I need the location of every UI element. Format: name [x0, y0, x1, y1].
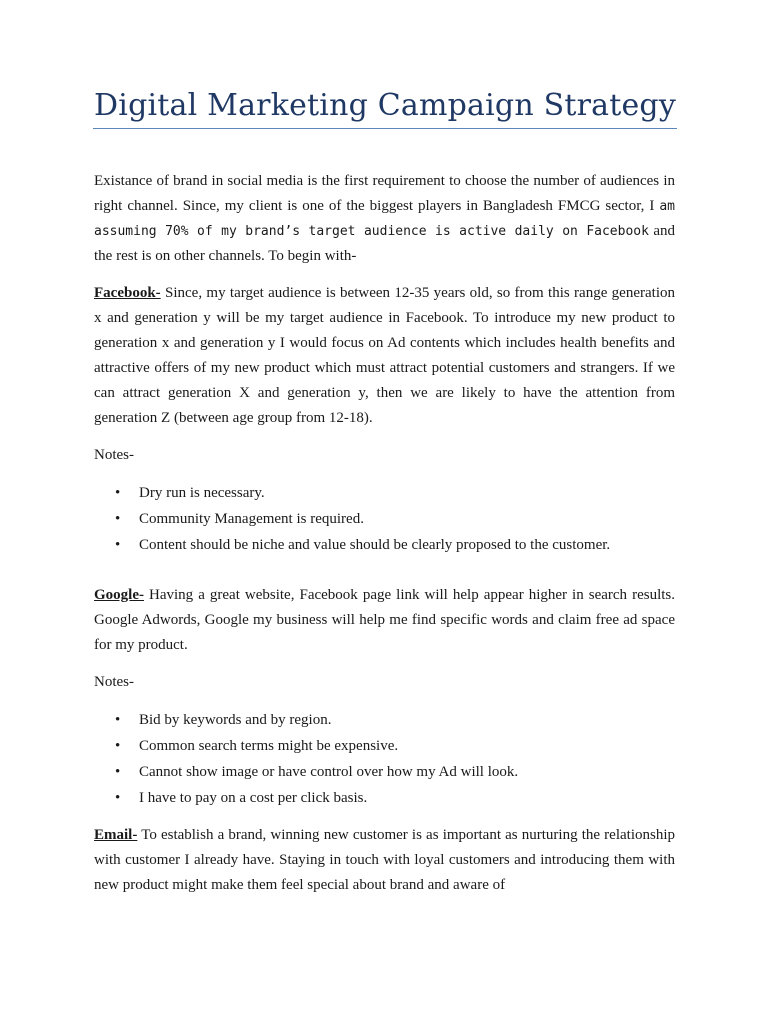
title-underline-rule [93, 128, 677, 129]
list-item-text: Bid by keywords and by region. [139, 712, 332, 728]
list-item [94, 532, 675, 558]
facebook-notes-label: Notes- [94, 447, 134, 463]
bullet-icon: • [115, 712, 121, 728]
bullet-icon: • [115, 511, 121, 527]
list-item-text: Content should be niche and value should be clearly proposed to the customer. [139, 537, 611, 553]
list-item-text: I have to pay on a cost per click basis. [139, 790, 368, 806]
document-title: Digital Marketing Campaign Strategy [94, 88, 676, 123]
google-notes-label: Notes- [94, 674, 134, 690]
bullet-icon: • [115, 764, 121, 780]
list-item [94, 480, 675, 506]
facebook-paragraph [94, 281, 675, 431]
list-item [94, 733, 675, 759]
document-body [94, 169, 675, 898]
list-item-text: Dry run is necessary. [139, 485, 265, 501]
list-item [94, 785, 675, 811]
list-item-text: Common search terms might be expensive. [139, 738, 399, 754]
facebook-text: Since, my target audience is between 12-35 years old, so from this range generation x and generation y will be my target audience in Facebook. To introduce my new product to generation x and generation y I would focus on Ad contents which includes health benefits and attractive offers of my new product which must attract potential customers and strangers. If we can attract generation X and generation y, then we are likely to have the attention from generation Z (between age group from 12-18). [94, 285, 675, 426]
email-paragraph [94, 823, 675, 898]
google-notes-list [94, 707, 675, 811]
list-item [94, 707, 675, 733]
email-text: To establish a brand, winning new customer is as important as nurturing the relationship with customer I already have. Staying in touch with loyal customers and introducing them with new product might make them feel special about brand and aware of [94, 827, 675, 893]
intro-text-mono: am assuming 70% of my brand’s target audience is active daily on Facebook [94, 199, 675, 239]
google-text: Having a great website, Facebook page link will help appear higher in search results. Google Adwords, Google my business will help me find specific words and claim free ad space for my product. [94, 587, 675, 653]
google-heading: Google- [94, 587, 144, 603]
list-item-text: Cannot show image or have control over how my Ad will look. [139, 764, 519, 780]
intro-paragraph [94, 169, 675, 269]
bullet-icon: • [115, 537, 121, 553]
list-item-text: Community Management is required. [139, 511, 364, 527]
bullet-icon: • [115, 738, 121, 754]
list-item [94, 506, 675, 532]
intro-text-1: Existance of brand in social media is the first requirement to choose the number of audiences in right channel. Since, my client is one of the biggest players in Bangladesh FMCG sector, I [94, 173, 675, 214]
google-paragraph [94, 583, 675, 658]
bullet-icon: • [115, 790, 121, 806]
email-heading: Email- [94, 827, 138, 843]
facebook-notes-list [94, 480, 675, 558]
section-spacer [94, 558, 675, 583]
list-item [94, 759, 675, 785]
bullet-icon: • [115, 485, 121, 501]
facebook-heading: Facebook- [94, 285, 161, 301]
intro-text-3: and the rest is on other channels. To begin with- [94, 223, 675, 264]
